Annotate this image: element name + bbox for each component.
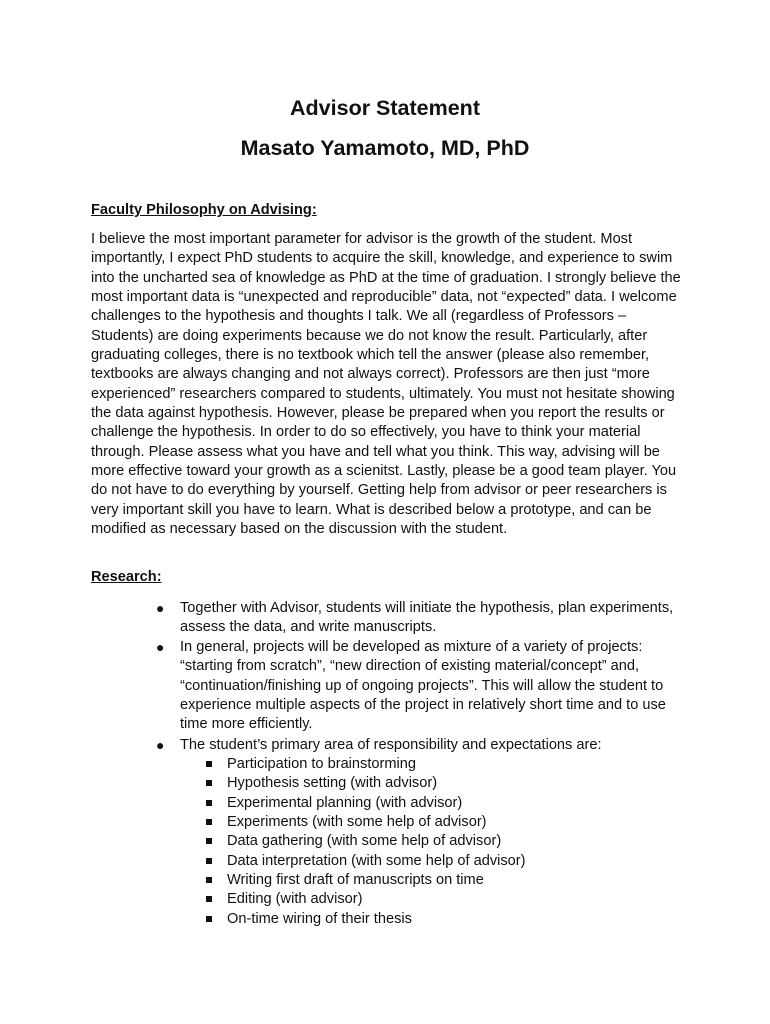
document-title: Advisor Statement bbox=[290, 96, 480, 120]
list-item bbox=[227, 794, 526, 813]
responsibilities-list bbox=[227, 755, 526, 929]
square-bullet-icon bbox=[206, 838, 212, 844]
square-bullet-icon bbox=[206, 819, 212, 825]
square-bullet-icon bbox=[206, 800, 212, 806]
square-bullet-icon bbox=[206, 916, 212, 922]
author-name: Masato Yamamoto, MD, PhD bbox=[240, 136, 530, 160]
list-item-text: Writing first draft of manuscripts on time bbox=[227, 872, 484, 889]
list-item-text: On-time wiring of their thesis bbox=[227, 910, 412, 927]
list-item bbox=[227, 890, 526, 909]
bullet-dot-icon: ● bbox=[156, 600, 165, 616]
list-item bbox=[227, 832, 526, 851]
research-bullet bbox=[156, 599, 678, 638]
list-item bbox=[227, 871, 526, 890]
bullet-dot-icon: ● bbox=[156, 737, 165, 753]
list-item-text: Participation to brainstorming bbox=[227, 756, 416, 772]
research-bullet-text: Together with Advisor, students will initiate the hypothesis, plan experiments, assess the data, and write manuscripts. bbox=[180, 600, 674, 636]
research-bullet bbox=[156, 736, 678, 755]
list-item bbox=[227, 774, 526, 793]
list-item bbox=[227, 755, 526, 774]
philosophy-paragraph: I believe the most important parameter for advisor is the growth of the student. Most importantly, I expect PhD students to acquire the skill, knowledge, and experience to swim into the uncharted sea of knowledge as PhD at the time of graduation. I strongly believe the most important data is “unexpected and reproducible” data, not “expected” data. I welcome challenges to the hypothesis and thoughts I talk. We all (regardless of Professors – Students) are doing experiments because we do not know the result. Particularly, after graduating colleges, there is no textbook which tell the answer (please also remember, textbooks are always changing and not always correct). Professors are then just “more experienced” researchers compared to students, ultimately. You must not hesitate showing the data against hypothesis. However, please be prepared when you report the results or challenge the hypothesis. In order to do so effectively, you have to think your material through. Please assess what you have and tell what you think. This way, advising will be more effective toward your growth as a scienitst. Lastly, please be a good team player. You do not have to do everything by yourself. Getting help from advisor or peer researchers is very important skill you have to learn. What is described below a prototype, and can be modified as necessary based on the discussion with the student. bbox=[91, 231, 681, 538]
list-item bbox=[227, 813, 526, 832]
research-bullet bbox=[156, 638, 678, 735]
square-bullet-icon bbox=[206, 780, 212, 786]
philosophy-heading: Faculty Philosophy on Advising: bbox=[91, 202, 317, 218]
list-item-text: Data gathering (with some help of advisor) bbox=[227, 833, 502, 850]
list-item-text: Data interpretation (with some help of advisor) bbox=[227, 852, 526, 869]
list-item-text: Experimental planning (with advisor) bbox=[227, 794, 463, 811]
research-bullet-text: The student’s primary area of responsibility and expectations are: bbox=[180, 737, 602, 753]
list-item bbox=[227, 852, 526, 871]
square-bullet-icon bbox=[206, 896, 212, 902]
list-item bbox=[227, 910, 526, 929]
square-bullet-icon bbox=[206, 877, 212, 883]
square-bullet-icon bbox=[206, 761, 212, 767]
list-item-text: Editing (with advisor) bbox=[227, 891, 363, 908]
research-bullet-text: In general, projects will be developed as mixture of a variety of projects: “starting from scratch”, “new direction of existing material/concept” and, “continuation/finishing up of ongoing projects”. This will allow the student to experience multiple aspects of the project in relatively short time and to use time more efficiently. bbox=[180, 639, 666, 733]
research-heading: Research: bbox=[91, 569, 162, 585]
square-bullet-icon bbox=[206, 858, 212, 864]
bullet-dot-icon: ● bbox=[156, 639, 165, 655]
list-item-text: Hypothesis setting (with advisor) bbox=[227, 775, 438, 792]
list-item-text: Experiments (with some help of advisor) bbox=[227, 814, 487, 831]
